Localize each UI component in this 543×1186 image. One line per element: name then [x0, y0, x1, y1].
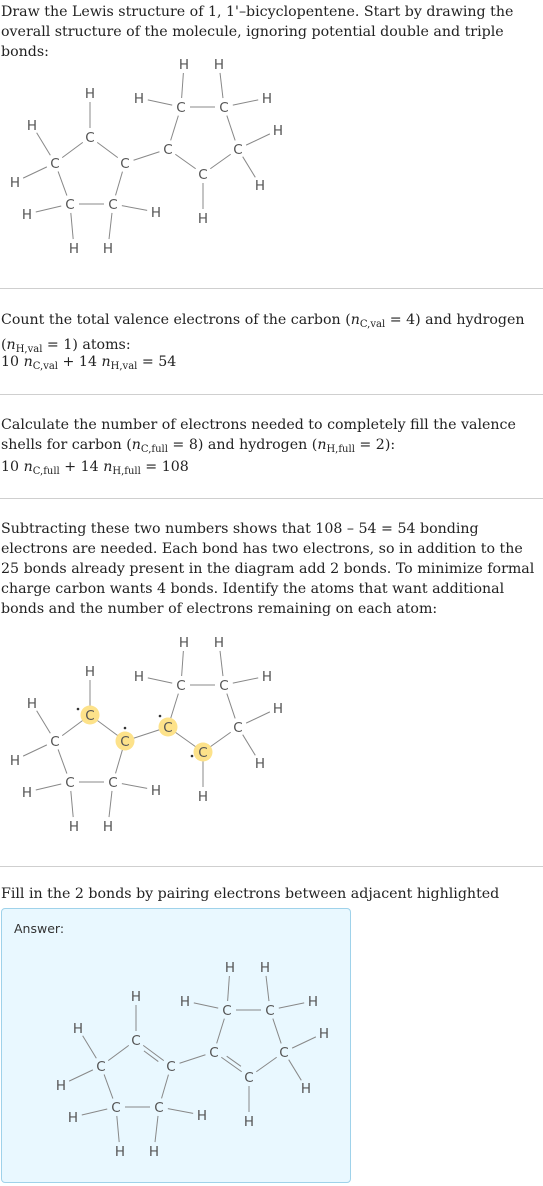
bond-c10-c6: [175, 732, 195, 747]
step4-text: Subtracting these two numbers shows that 108 – 54 = 54 bonding electrons are needed. Each bond has two electrons, so in addition to the 25 bonds already present in the diagram add 2 bonds. To minimize formal charge carbon wants 4 bonds. Identify the atoms that want additional bonds and the number of electrons remaining on each atom:: [1, 521, 535, 617]
molecule-diagram-highlighted: [0, 630, 300, 840]
double-bond-c10-c6: [227, 1056, 241, 1066]
bond-c4-h5: [71, 791, 73, 817]
hydrogen-atom-h13: H: [300, 1081, 312, 1097]
carbon-atom-c3: C: [154, 1100, 164, 1116]
hydrogen-atom-h11: H: [307, 994, 319, 1010]
hydrogen-atom-h14: H: [243, 1114, 255, 1130]
hydrogen-atom-h5: H: [114, 1144, 126, 1160]
carbon-atom-c4: C: [111, 1100, 121, 1116]
bond-c5-h3: [69, 1070, 93, 1081]
hydrogen-atom-h7: H: [196, 1108, 208, 1124]
carbon-atom-c10: C: [198, 745, 208, 761]
divider: [0, 394, 543, 395]
step1-text: Draw the Lewis structure of 1, 1'–bicyclopentene. Start by drawing the overall structure of the molecule, ignoring potential double and triple bonds:: [1, 4, 514, 60]
bond-c9-h13: [243, 157, 256, 178]
carbon-atom-c8: C: [219, 100, 229, 116]
bond-c9-c10: [256, 1057, 276, 1072]
carbon-atom-c3: C: [108, 197, 118, 213]
hydrogen-atom-h8: H: [178, 57, 190, 73]
bond-c3-h6: [109, 213, 112, 239]
carbon-atom-c9: C: [233, 142, 243, 158]
bond-c2-c6: [134, 152, 160, 160]
bond-c7-h10: [194, 1003, 218, 1008]
hydrogen-atom-h10: H: [133, 669, 145, 685]
step2-equation: 10 $n_{C,val} + 14$ $n_{H,val} = 54$: [1, 354, 177, 372]
double-bond-c1-c2: [144, 1051, 158, 1062]
hydrogen-atom-h3: H: [9, 753, 21, 769]
bond-c9-h12: [246, 134, 270, 145]
bond-c2-c6: [180, 1055, 206, 1063]
bond-c6-c7: [171, 694, 179, 719]
bond-c2-c3: [116, 172, 123, 196]
hydrogen-atom-h1: H: [84, 86, 96, 102]
carbon-atom-c2: C: [166, 1059, 176, 1075]
bond-c4-h4: [82, 1109, 107, 1115]
step3-equation: 10 $n_{C,full} + 14$ $n_{H,full} = 108$: [1, 459, 189, 477]
bond-c5-c1: [62, 720, 83, 735]
hydrogen-atom-h10: H: [133, 91, 145, 107]
bond-c3-h7: [168, 1109, 193, 1114]
step3-text: Calculate the number of electrons needed to completely fill the valence shells for carbon $(n_{C,full} = 8)$ and hydrogen $(n_{H,full} = 2)$:: [1, 417, 516, 455]
hydrogen-atom-h14: H: [197, 211, 209, 227]
carbon-atom-c6: C: [163, 142, 173, 158]
hydrogen-atom-h2: H: [26, 118, 38, 134]
bond-c8-h9: [220, 73, 223, 98]
hydrogen-atom-h14: H: [197, 789, 209, 805]
bond-c8-h11: [233, 678, 258, 683]
bond-c5-h2: [83, 1036, 97, 1059]
carbon-atom-c7: C: [222, 1003, 232, 1019]
bond-c5-c1: [62, 142, 83, 157]
bond-c8-c9: [227, 694, 235, 719]
carbon-atom-c8: C: [219, 678, 229, 694]
hydrogen-atom-h10: H: [179, 994, 191, 1010]
bond-c9-c10: [210, 154, 230, 169]
bond-c8-h11: [233, 100, 258, 105]
answer-label: Answer:: [14, 921, 65, 936]
bond-c7-h8: [182, 651, 184, 676]
carbon-atom-c1: C: [131, 1033, 141, 1049]
carbon-atom-c2: C: [120, 156, 130, 172]
hydrogen-atom-h5: H: [68, 819, 80, 835]
hydrogen-atom-h3: H: [55, 1078, 67, 1094]
hydrogen-atom-h1: H: [84, 664, 96, 680]
carbon-atom-c10: C: [198, 167, 208, 183]
carbon-atom-c7: C: [176, 100, 186, 116]
carbon-atom-c6: C: [163, 720, 173, 736]
hydrogen-atom-h8: H: [224, 960, 236, 976]
carbon-atom-c7: C: [176, 678, 186, 694]
bond-c8-c9: [273, 1019, 281, 1044]
hydrogen-atom-h9: H: [213, 57, 225, 73]
carbon-atom-c8: C: [265, 1003, 275, 1019]
carbon-atom-c5: C: [50, 156, 60, 172]
hydrogen-atom-h2: H: [26, 696, 38, 712]
carbon-atom-c1: C: [85, 708, 95, 724]
carbon-atom-c5: C: [96, 1059, 106, 1075]
carbon-atom-c4: C: [65, 775, 75, 791]
bond-c8-c9: [227, 116, 235, 141]
electron-dot-c2: [124, 727, 127, 730]
hydrogen-atom-h7: H: [150, 205, 162, 221]
electron-dot-c6: [159, 715, 162, 718]
bond-c8-h9: [266, 976, 269, 1001]
bond-c5-c1: [108, 1045, 129, 1060]
carbon-atom-c5: C: [50, 734, 60, 750]
bond-c3-h6: [109, 791, 112, 817]
hydrogen-atom-h13: H: [254, 756, 266, 772]
bond-c4-h4: [36, 206, 61, 212]
hydrogen-atom-h6: H: [102, 241, 114, 257]
bond-c8-h11: [279, 1003, 304, 1008]
bond-c7-h8: [182, 73, 184, 98]
bond-c3-h7: [122, 784, 147, 789]
divider: [0, 866, 543, 867]
hydrogen-atom-h12: H: [272, 123, 284, 139]
carbon-atom-c9: C: [279, 1045, 289, 1061]
carbon-atom-c6: C: [209, 1045, 219, 1061]
bond-c4-c5: [58, 171, 67, 195]
bond-c8-h9: [220, 651, 223, 676]
bond-c6-c7: [171, 116, 179, 141]
hydrogen-atom-h9: H: [259, 960, 271, 976]
bond-c4-c5: [104, 1074, 113, 1098]
bond-c9-h13: [243, 735, 256, 756]
bond-c7-h8: [228, 976, 230, 1001]
carbon-atom-c4: C: [65, 197, 75, 213]
bond-c7-h10: [148, 100, 172, 105]
carbon-atom-c1: C: [85, 130, 95, 146]
bond-c10-c6: [175, 154, 195, 169]
hydrogen-atom-h4: H: [21, 785, 33, 801]
bond-c4-h5: [71, 213, 73, 239]
bond-c3-h6: [155, 1116, 158, 1142]
bond-c4-h4: [36, 784, 61, 790]
hydrogen-atom-h1: H: [130, 989, 142, 1005]
carbon-atom-c10: C: [244, 1070, 254, 1086]
bond-c4-c5: [58, 749, 67, 773]
divider: [0, 288, 543, 289]
bond-c5-h2: [37, 711, 51, 734]
bond-c9-h12: [292, 1037, 316, 1048]
hydrogen-atom-h6: H: [102, 819, 114, 835]
hydrogen-atom-h2: H: [72, 1021, 84, 1037]
bond-c2-c3: [162, 1075, 169, 1099]
bond-c5-h3: [23, 745, 47, 756]
bond-c2-c3: [116, 750, 123, 774]
bond-c2-c6: [134, 730, 160, 738]
hydrogen-atom-h4: H: [67, 1110, 79, 1126]
carbon-atom-c2: C: [120, 734, 130, 750]
hydrogen-atom-h11: H: [261, 91, 273, 107]
bond-c1-c2: [97, 142, 118, 157]
divider: [0, 498, 543, 499]
carbon-atom-c9: C: [233, 720, 243, 736]
bond-c3-h7: [122, 206, 147, 211]
bond-c9-c10: [210, 732, 230, 747]
hydrogen-atom-h9: H: [213, 635, 225, 651]
electron-dot-c10: [191, 755, 194, 758]
hydrogen-atom-h12: H: [318, 1026, 330, 1042]
bond-c6-c7: [217, 1019, 225, 1044]
molecule-diagram-answer: [46, 955, 346, 1165]
bond-c1-c2: [97, 720, 118, 735]
carbon-atom-c3: C: [108, 775, 118, 791]
hydrogen-atom-h12: H: [272, 701, 284, 717]
bond-c5-h2: [37, 133, 51, 156]
hydrogen-atom-h5: H: [68, 241, 80, 257]
hydrogen-atom-h8: H: [178, 635, 190, 651]
bond-c5-h3: [23, 167, 47, 178]
bond-c9-h12: [246, 712, 270, 723]
electron-dot-c1: [77, 708, 80, 711]
hydrogen-atom-h7: H: [150, 783, 162, 799]
hydrogen-atom-h6: H: [148, 1144, 160, 1160]
bond-c9-h13: [289, 1060, 302, 1081]
hydrogen-atom-h11: H: [261, 669, 273, 685]
bond-c7-h10: [148, 678, 172, 683]
hydrogen-atom-h4: H: [21, 207, 33, 223]
bond-c4-h5: [117, 1116, 119, 1142]
step2-text: Count the total valence electrons of the carbon $(n_{C,val} = 4)$ and hydrogen $(n_{H,val} = 1)$ atoms:: [1, 312, 525, 355]
hydrogen-atom-h3: H: [9, 175, 21, 191]
molecule-diagram-skeleton: [0, 52, 300, 262]
hydrogen-atom-h13: H: [254, 178, 266, 194]
step5-text: Fill in the 2 bonds by pairing electrons between adjacent highlighted: [1, 886, 500, 902]
